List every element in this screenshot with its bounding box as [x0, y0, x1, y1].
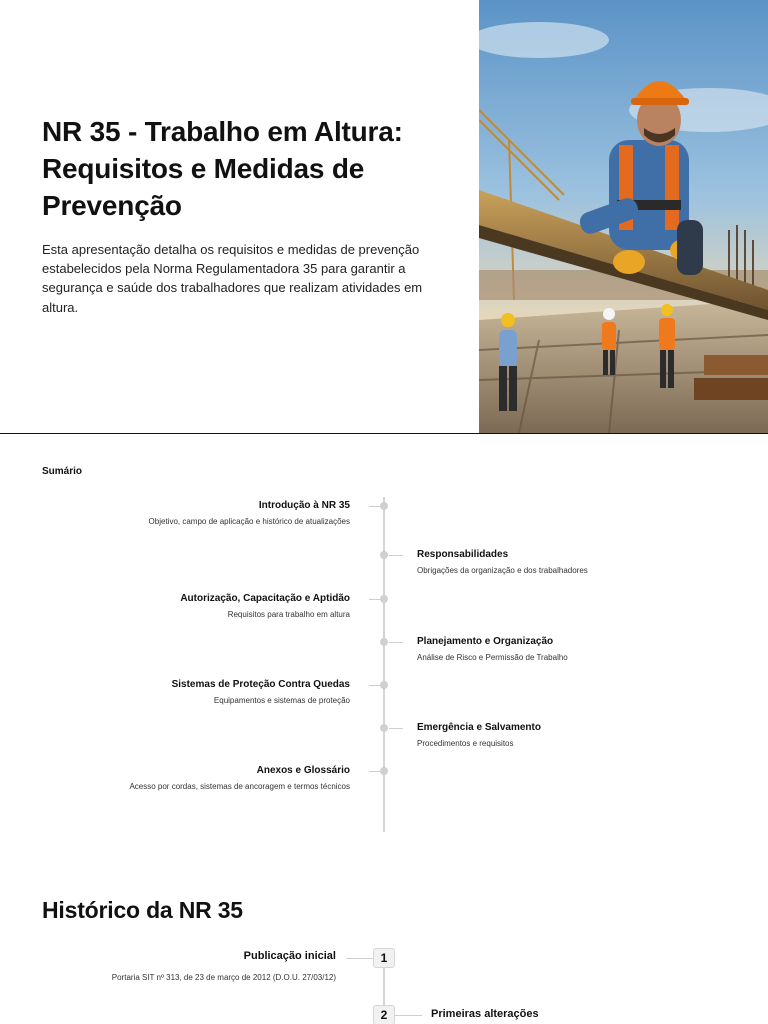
summary-item-subtitle: Requisitos para trabalho em altura: [227, 610, 350, 619]
summary-item-title: Responsabilidades: [417, 549, 509, 560]
title-slide: [0, 0, 768, 434]
timeline-line: [383, 497, 385, 832]
summary-heading: Sumário: [42, 466, 83, 477]
construction-worker-photo: [479, 0, 768, 433]
summary-item: [20, 499, 350, 528]
presentation-description: Esta apresentação detalha os requisitos e medidas de prevenção estabelecidos pela Norma Regulamentadora 35 para garantir a segurança e saúde dos trabalhadores que realizam atividades em altura.: [42, 242, 423, 315]
summary-item-subtitle: Procedimentos e requisitos: [417, 739, 514, 748]
timeline-dot: [380, 595, 388, 603]
summary-item-title: Planejamento e Organização: [417, 636, 554, 647]
summary-item-title: Anexos e Glossário: [256, 765, 350, 776]
summary-item-title: Sistemas de Proteção Contra Quedas: [171, 679, 350, 690]
timeline-dot: [380, 767, 388, 775]
summary-item: [417, 548, 747, 577]
summary-item-subtitle: Análise de Risco e Permissão de Trabalho: [417, 653, 568, 662]
timeline-connector: [389, 728, 403, 729]
timeline-connector: [389, 555, 403, 556]
history-item-title: Publicação inicial: [243, 950, 336, 962]
summary-item: [20, 678, 350, 707]
summary-item: [417, 721, 747, 750]
summary-item-subtitle: Objetivo, campo de aplicação e histórico de atualizações: [148, 517, 350, 526]
presentation-title: NR 35 - Trabalho em Altura: Requisitos e Medidas de Prevenção: [42, 116, 403, 221]
history-item-subtitle: Portaria SIT nº 313, de 23 de março de 2012 (D.O.U. 27/03/12): [111, 973, 336, 982]
summary-item-subtitle: Acesso por cordas, sistemas de ancoragem e termos técnicos: [129, 782, 350, 791]
history-step-badge: 1: [373, 948, 395, 968]
history-item-title: Primeiras alterações: [431, 1008, 539, 1020]
history-step-badge: 2: [373, 1005, 395, 1024]
timeline-dot: [380, 724, 388, 732]
timeline-dot: [380, 551, 388, 559]
timeline-connector: [389, 642, 403, 643]
summary-item: [417, 635, 747, 664]
history-connector: [395, 1015, 422, 1016]
title-block: [42, 113, 437, 317]
history-heading: Histórico da NR 35: [42, 897, 243, 923]
summary-item: [20, 764, 350, 793]
summary-item-title: Autorização, Capacitação e Aptidão: [180, 593, 350, 604]
timeline-dot: [380, 638, 388, 646]
summary-item-title: Emergência e Salvamento: [417, 722, 541, 733]
summary-item: [20, 592, 350, 621]
summary-item-subtitle: Obrigações da organização e dos trabalhadores: [417, 566, 588, 575]
summary-item-subtitle: Equipamentos e sistemas de proteção: [213, 696, 350, 705]
history-connector: [346, 958, 373, 959]
timeline-dot: [380, 502, 388, 510]
timeline-dot: [380, 681, 388, 689]
summary-item-title: Introdução à NR 35: [258, 500, 350, 511]
